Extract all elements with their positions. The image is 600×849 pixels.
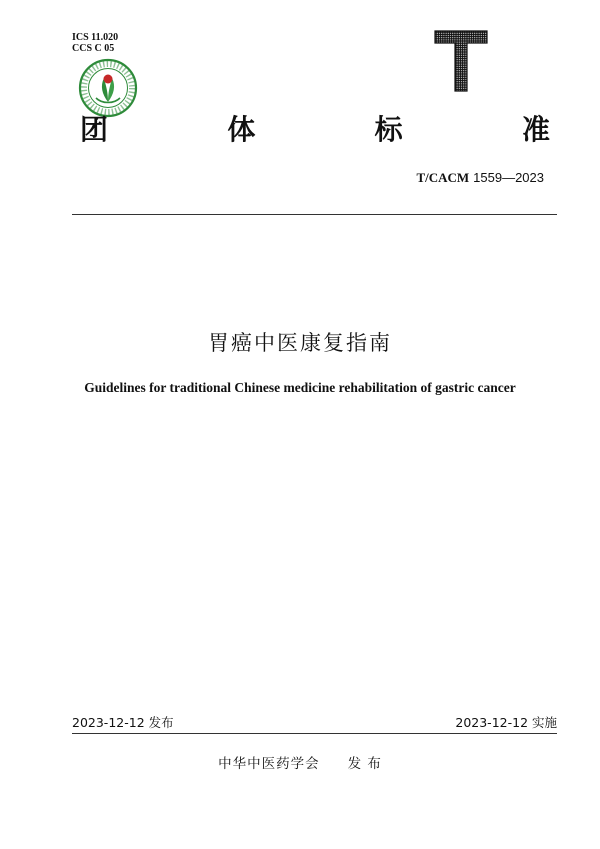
publish-word: 发 布 <box>347 756 382 772</box>
footer-divider <box>72 733 557 734</box>
publisher-name: 中华中医药学会 <box>218 756 320 772</box>
standard-type-heading <box>80 108 550 148</box>
standard-code-number: 1559—2023 <box>473 170 544 185</box>
standard-char-4: 准 <box>521 113 550 146</box>
ccs-code: CCS C 05 <box>72 43 115 54</box>
standard-char-3: 标 <box>374 113 403 146</box>
classification-codes <box>72 32 118 54</box>
publish-date: 2023-12-12 发布 <box>72 715 174 730</box>
standard-code-prefix: T/CACM <box>416 170 470 185</box>
group-standard-t-icon <box>434 30 488 92</box>
ics-code: ICS 11.020 <box>72 32 119 43</box>
standard-char-1: 团 <box>80 113 109 146</box>
publisher-line <box>0 752 600 772</box>
standard-char-2: 体 <box>227 113 256 146</box>
document-title-en: Guidelines for traditional Chinese medicine rehabilitation of gastric cancer <box>84 380 516 395</box>
standard-code <box>416 170 544 186</box>
document-title-cn: 胃癌中医康复指南 <box>208 331 392 355</box>
implement-date: 2023-12-12 实施 <box>455 715 557 730</box>
header-divider <box>72 214 557 215</box>
